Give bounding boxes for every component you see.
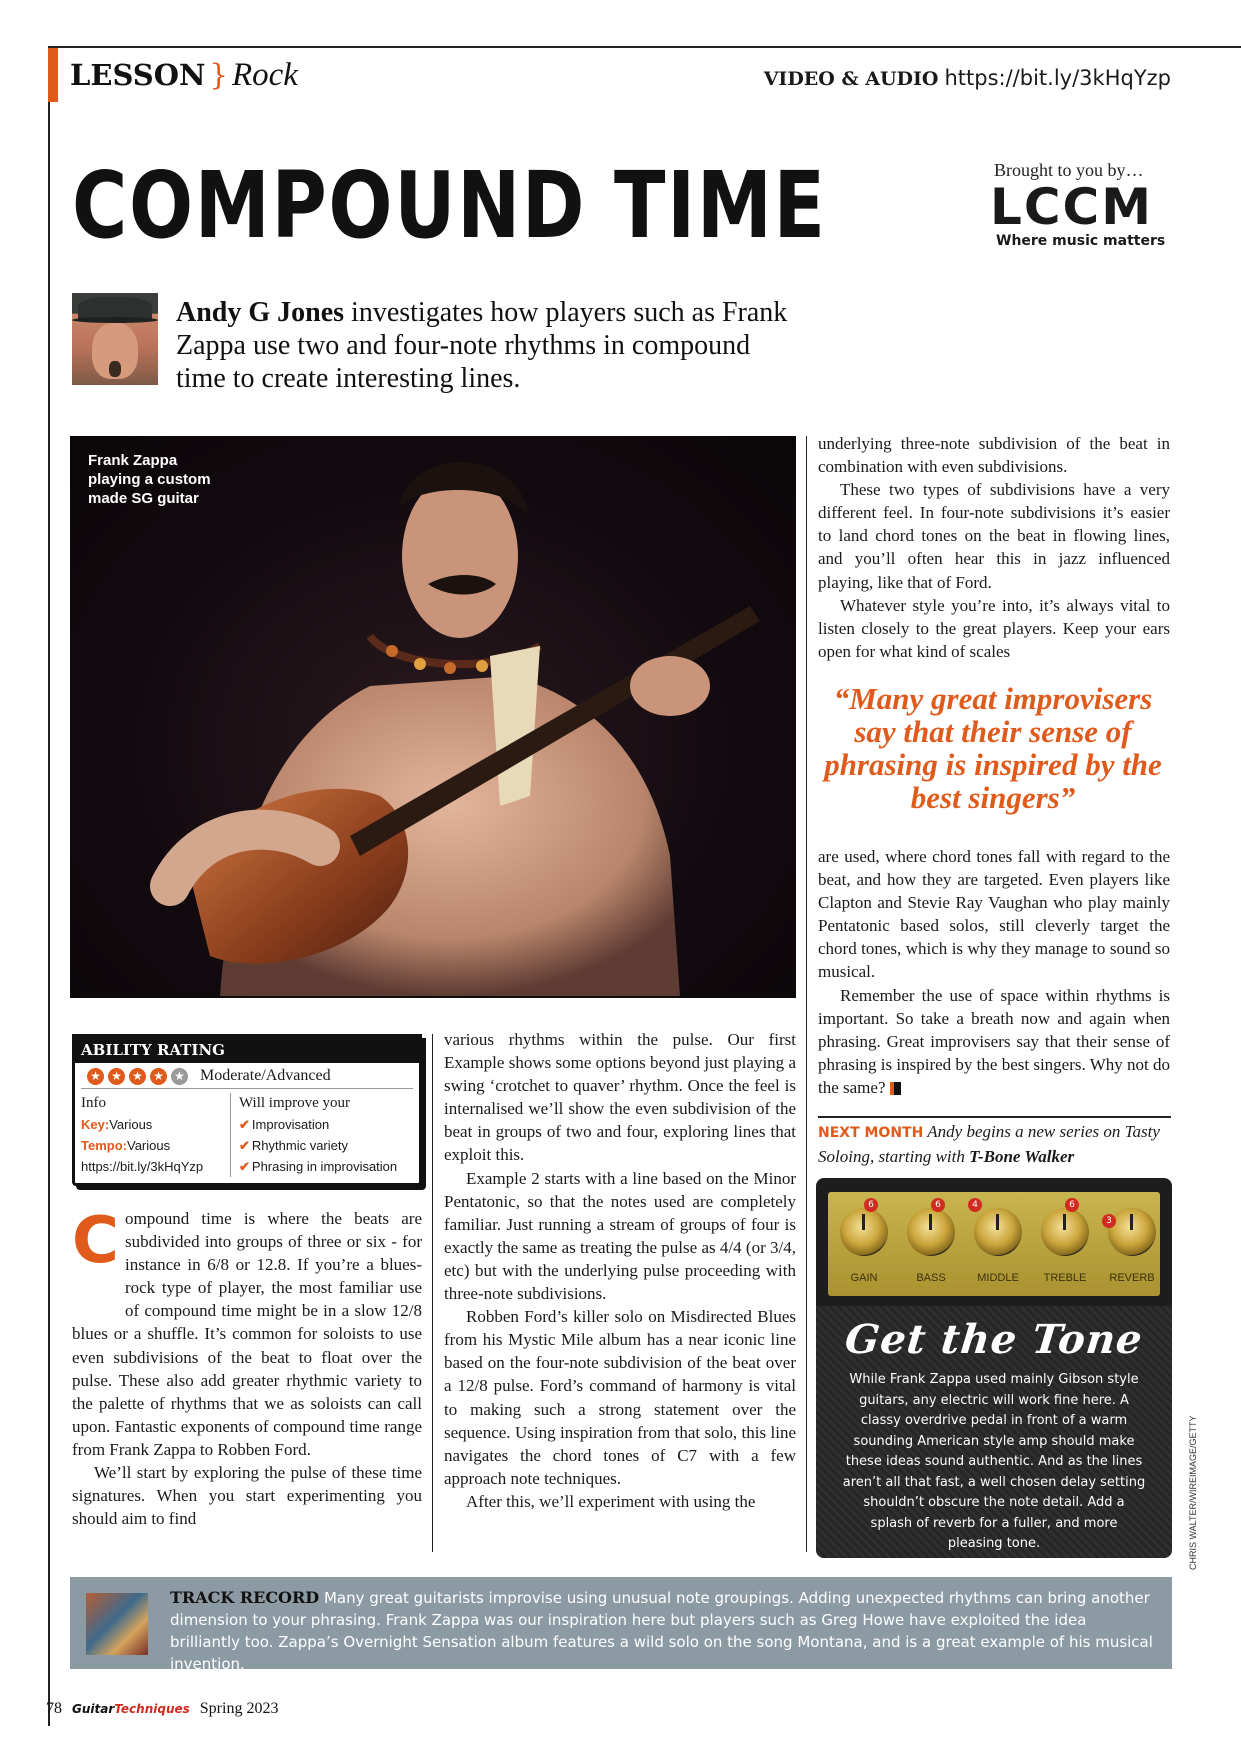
body-paragraph: After this, we’ll experiment with using the (466, 1491, 756, 1511)
column-divider (806, 436, 807, 1552)
check-icon: ✔ (239, 1138, 250, 1153)
amp-control-panel (828, 1192, 1160, 1296)
track-record-label: TRACK RECORD (170, 1588, 320, 1607)
improve-item (239, 1114, 397, 1135)
magazine-name-part: Guitar (72, 1702, 115, 1716)
ability-rating-box (72, 1034, 422, 1186)
standfirst-text: investigates how players such as Frank Zappa use two and four-note rhythms in compound time to create interesting lines. (176, 297, 788, 394)
bass-setting: 6 (931, 1198, 945, 1212)
end-mark-icon (890, 1082, 901, 1095)
gain-knob-icon (840, 1208, 888, 1256)
body-paragraph: various rhythms within the pulse. Our first Example shows some options beyond just playing a swing ‘crotchet to quaver’ rhythm. Once the feel is internalised we’ll show the even subdivision of the beat in groups of two and four, exploring lines that exploit this. (444, 1030, 796, 1165)
improve-item-label: Phrasing in improvisation (251, 1159, 398, 1174)
video-audio-link[interactable] (764, 66, 1171, 90)
check-icon: ✔ (239, 1159, 250, 1174)
star-icon: ★ (129, 1068, 146, 1085)
body-paragraph: ompound time is where the beats are subdivided into groups of three or six - for instance in 6/8 or 12.8. If you’re a blues-rock type of player, the most familiar use of compound time might be in a slow 12/8 blues or a shuffle. It’s common for soloists to use even subdivisions of the beat to float over the pulse. These also add greater rhythmic variety to the palette of rhythms that we as soloists can call upon. Fantastic exponents of compound time range from Frank Zappa to Robben Ford. (72, 1209, 422, 1459)
get-the-tone-box (816, 1178, 1172, 1558)
sponsor-block (990, 160, 1180, 249)
sponsor-intro: Brought to you by… (994, 160, 1144, 180)
body-paragraph: underlying three-note subdivision of the beat in combination with even subdivisions. (818, 434, 1170, 477)
left-rule (48, 46, 50, 1726)
difficulty-level: Moderate/Advanced (200, 1067, 331, 1084)
body-column-3-top (818, 432, 1170, 663)
get-the-tone-text: While Frank Zappa used mainly Gibson style guitars, any electric will work fine here. A classy overdrive pedal in front of a warm sounding American style amp should make these ideas sound authentic. And as the lines aren’t all that fast, a well chosen delay setting shouldn’t obscure the note detail. Add a splash of reverb for a fuller, and more pleasing tone. (842, 1372, 1146, 1551)
body-paragraph: are used, where chord tones fall with regard to the beat, and how they are targeted. Even players like Clapton and Stevie Ray Vaughan who play mainly Pentatonic based solos, still cleverly target the chord tones, which is why they manage to sound so musical. (818, 847, 1170, 982)
magazine-name-part: Techniques (114, 1702, 190, 1716)
treble-label: TREBLE (1043, 1272, 1087, 1284)
next-month-label: NEXT MONTH (818, 1125, 924, 1141)
bass-knob-icon (907, 1208, 955, 1256)
next-month-subject: T-Bone Walker (969, 1147, 1075, 1166)
star-icon: ★ (87, 1068, 104, 1085)
tempo-label: Tempo: (81, 1138, 127, 1153)
section-accent-bar (48, 48, 58, 102)
star-icon: ★ (150, 1068, 167, 1085)
rating-stars (81, 1063, 413, 1089)
goatee-shape (109, 361, 121, 377)
drop-cap: C (72, 1204, 119, 1278)
album-cover (86, 1593, 148, 1655)
page-number: 78 (46, 1700, 62, 1717)
improve-item (239, 1135, 397, 1156)
body-paragraph: Example 2 starts with a line based on the Minor Pentatonic, so that the notes used are completely familiar. Just running a stream of groups of four is exactly the same as treating the pulse as 4/4 (or 3/4, etc) but with the underlying pulse proceeding with three-note subdivisions. (444, 1168, 796, 1304)
column-divider (432, 1034, 433, 1552)
body-paragraph: These two types of subdivisions have a very different feel. In four-note subdivisions it’s easier to land chord tones on the beat in flowing lines, and you’ll often hear this in jazz influenced playing, like that of Ford. (818, 480, 1170, 592)
info-column (81, 1093, 231, 1177)
key-label: Key: (81, 1117, 110, 1132)
sponsor-tagline: Where music matters (996, 233, 1166, 249)
tempo-value: Various (126, 1138, 171, 1153)
track-record-box (70, 1577, 1172, 1673)
issue-date: Spring 2023 (199, 1700, 279, 1717)
info-url[interactable]: https://bit.ly/3kHqYzp (81, 1159, 204, 1174)
check-icon: ✔ (239, 1117, 250, 1132)
standfirst (176, 296, 796, 395)
photo-caption: Frank Zappa playing a custom made SG guitar (88, 452, 211, 507)
body-paragraph: We’ll start by exploring the pulse of these time signatures. When you start experimenting you should aim to find (72, 1463, 422, 1529)
gain-setting: 6 (864, 1198, 878, 1212)
page-title: COMPOUND TIME (72, 152, 827, 259)
improve-item-label: Rhythmic variety (251, 1138, 348, 1153)
key-value: Various (109, 1117, 153, 1132)
middle-setting: 4 (968, 1198, 982, 1212)
treble-knob-icon (1041, 1208, 1089, 1256)
body-paragraph: Whatever style you’re into, it’s always vital to listen closely to the great players. Keep your ears open for what kind of scales (818, 595, 1170, 661)
improve-item-label: Improvisation (251, 1117, 330, 1132)
improve-column (231, 1093, 397, 1177)
get-the-tone-title: Get the Tone (842, 1316, 1146, 1363)
info-heading: Info (81, 1095, 106, 1111)
gain-label: GAIN (850, 1272, 878, 1284)
next-month-text: Andy begins a new series on Tasty Soloing, starting with (818, 1122, 1160, 1166)
tempo-row (81, 1135, 230, 1156)
track-record-body: Many great guitarists improvise using unusual note groupings. Adding unexpected rhythms can bring another dimension to your phrasing. Frank Zappa was our inspiration here but players such as Greg Howe have exploited the idea brilliantly too. Zappa’s Overnight Sensation album features a wild solo on the song Montana, and is a great example of his musical invention. (170, 1589, 1153, 1673)
rating-columns (75, 1089, 419, 1177)
body-column-3-bottom (818, 845, 1170, 1099)
top-rule (48, 46, 1241, 48)
body-paragraph (818, 984, 1170, 1099)
key-row (81, 1114, 230, 1135)
magazine-name (72, 1702, 190, 1716)
next-month-rule (818, 1116, 1171, 1118)
star-empty-icon: ★ (171, 1068, 188, 1085)
brace-glyph: } (209, 58, 228, 92)
next-month (818, 1120, 1173, 1168)
star-icon: ★ (108, 1068, 125, 1085)
treble-setting: 6 (1065, 1198, 1079, 1212)
subsection-label: Rock (231, 57, 298, 93)
photo-credit: CHRIS WALTER/WIREIMAGE/GETTY (1188, 1415, 1198, 1570)
hero-photo (70, 436, 796, 998)
body-paragraph-text: Remember the use of space within rhythms is important. So take a breath now and again when phrasing. Great improvisers say that their sense of phrasing is inspired by the best singers. Why not do the same? (818, 985, 1170, 1097)
sponsor-logo: LCCM (990, 178, 1154, 236)
track-record-text (170, 1587, 1160, 1675)
middle-knob-icon (974, 1208, 1022, 1256)
ability-rating-heading: ABILITY RATING (75, 1037, 419, 1063)
reverb-knob-icon (1108, 1208, 1156, 1256)
bass-label: BASS (916, 1272, 946, 1284)
author-name: Andy G Jones (176, 297, 345, 328)
body-column-1 (72, 1204, 422, 1530)
video-audio-url[interactable]: https://bit.ly/3kHqYzp (944, 66, 1171, 90)
author-photo (72, 293, 158, 385)
improve-heading: Will improve your (239, 1095, 351, 1111)
video-audio-label: VIDEO & AUDIO (763, 68, 939, 90)
body-column-2 (444, 1028, 796, 1513)
pull-quote: “Many great improvisers say that their sense of phrasing is inspired by the best singers” (824, 681, 1162, 815)
reverb-setting: 3 (1102, 1214, 1116, 1228)
guitarist-illustration (70, 436, 796, 998)
page-footer (46, 1700, 278, 1718)
body-paragraph: Robben Ford’s killer solo on Misdirected Blues from his Mystic Mile album has a near iconic line based on the four-note subdivision of the beat over a 12/8 pulse. Ford’s command of harmony is vital to making such a strong statement over the sequence. Using inspiration from that solo, this line navigates the chord tones of C7 with a few approach note techniques. (444, 1307, 796, 1488)
section-tag (70, 57, 298, 94)
section-label: LESSON (70, 58, 206, 92)
improve-item (239, 1156, 397, 1177)
middle-label: MIDDLE (977, 1272, 1019, 1284)
reverb-label: REVERB (1109, 1272, 1155, 1284)
